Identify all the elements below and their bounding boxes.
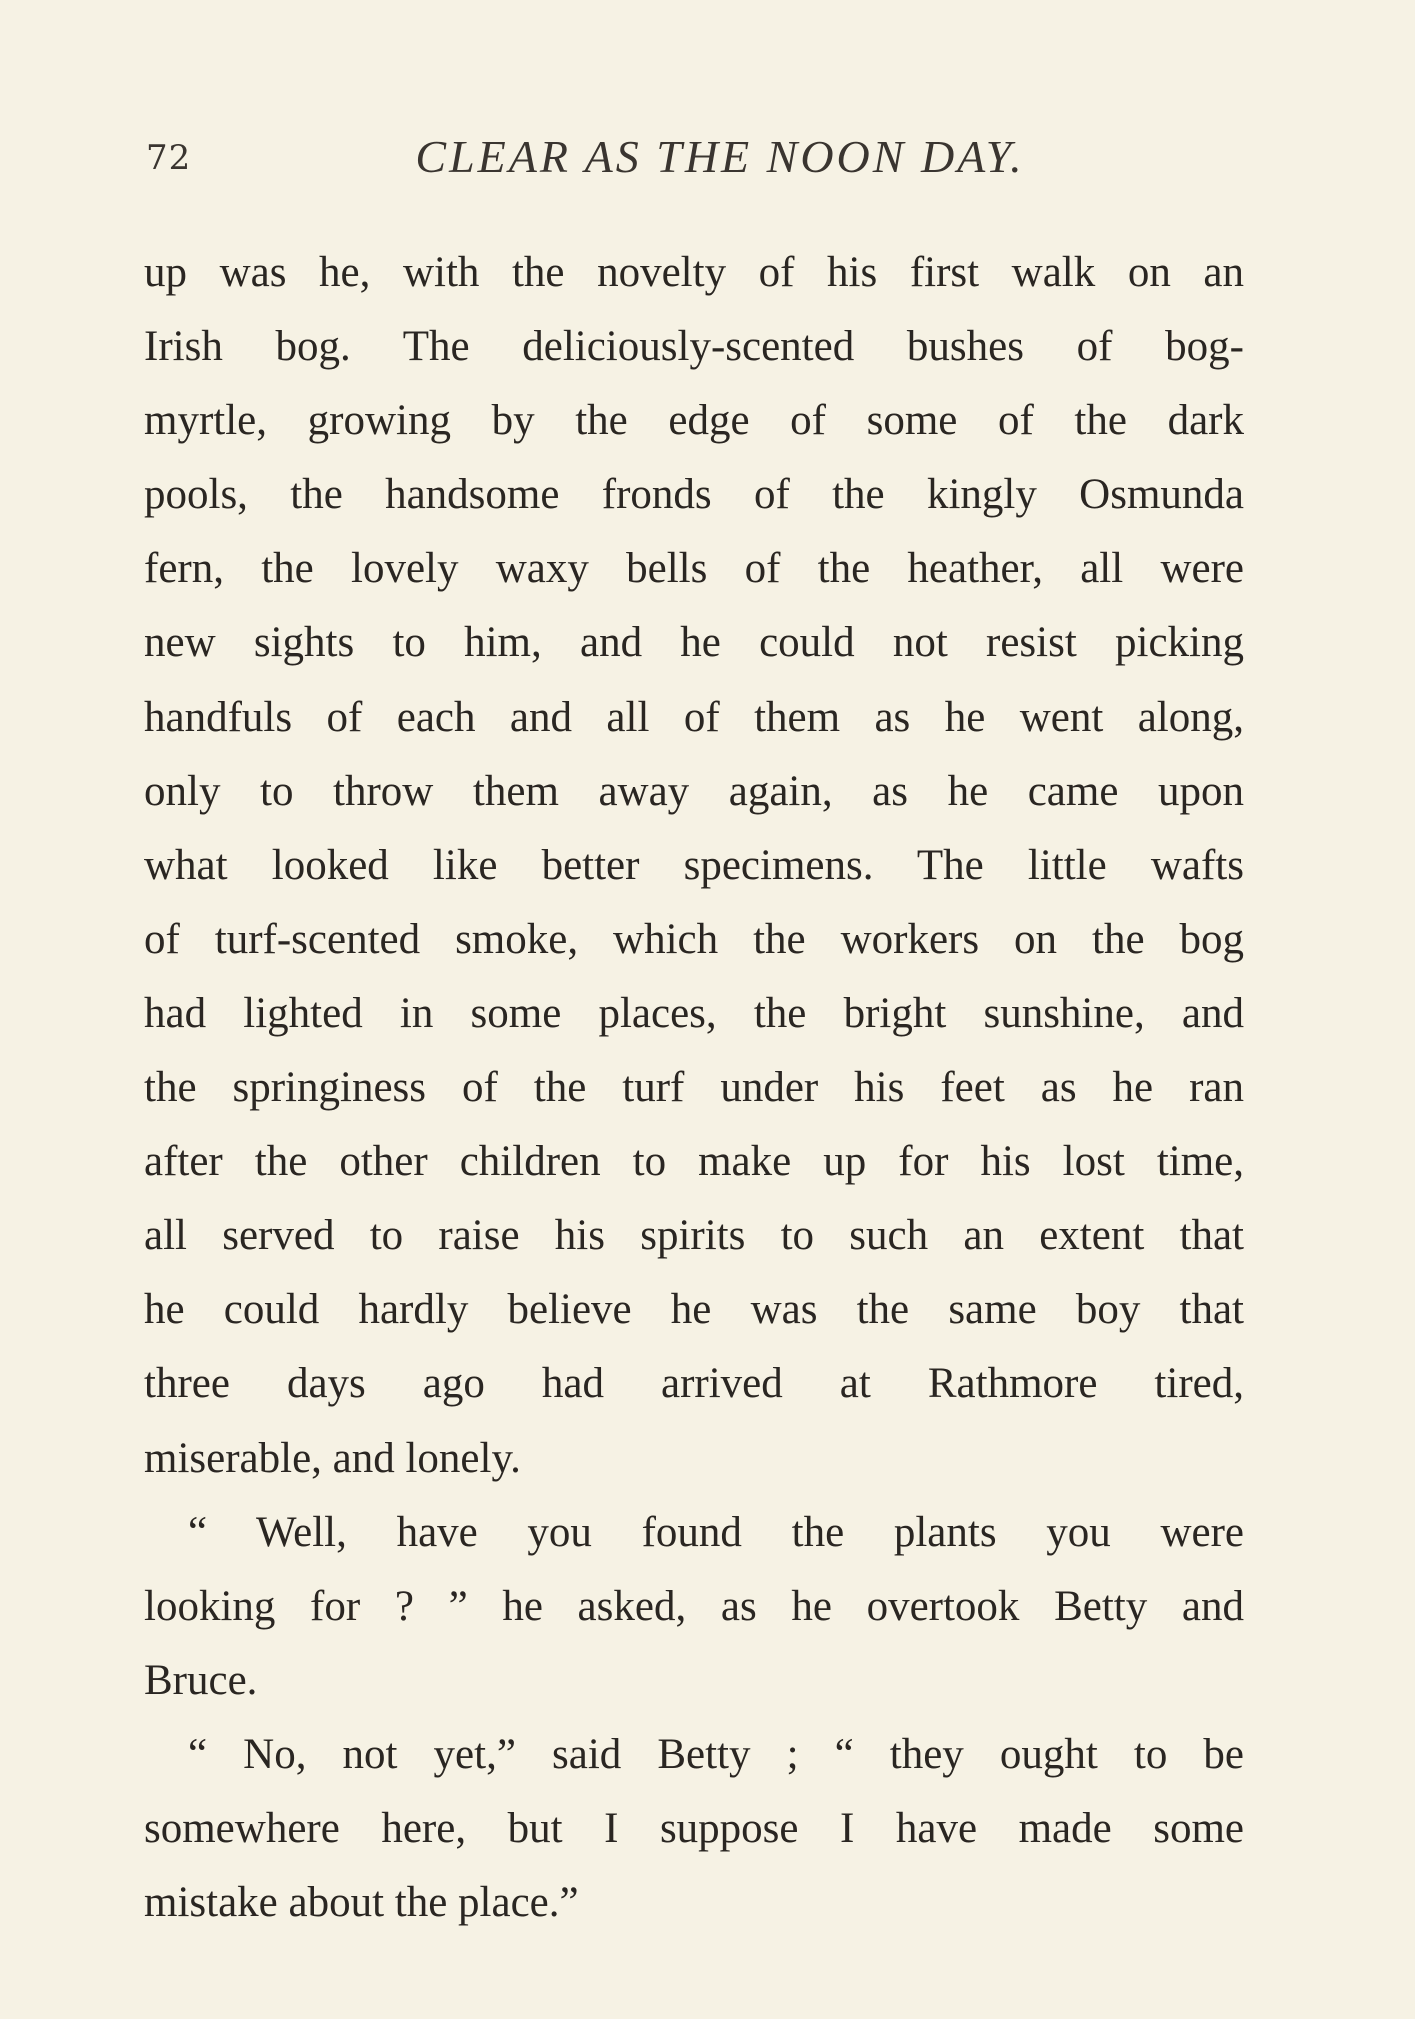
text-line: only to throw them away again, as he came upon [144,767,1244,815]
running-title: CLEAR AS THE NOON DAY. [415,131,1025,182]
text-line: handfuls of each and all of them as he went along, [144,693,1244,741]
text-line: he could hardly believe he was the same boy that [144,1286,1244,1334]
text-line: of turf-scented smoke, which the workers on the bog [144,915,1244,963]
text-line: after the other children to make up for his lost time, [144,1138,1244,1186]
text-line: miserable, and lonely. [144,1434,521,1482]
text-line: “ No, not yet,” said Betty ; “ they ought to be [188,1730,1244,1778]
text-line: Bruce. [144,1656,258,1704]
text-line: three days ago had arrived at Rathmore tired, [144,1360,1244,1408]
running-head [140,130,1260,190]
page-number: 72 [146,138,192,178]
text-line: up was he, with the novelty of his first walk on an [144,249,1244,296]
text-line: fern, the lovely waxy bells of the heather, all were [144,545,1244,593]
text-line: myrtle, growing by the edge of some of the dark [144,397,1244,445]
text-line: the springiness of the turf under his feet as he ran [144,1064,1244,1112]
text-line: had lighted in some places, the bright sunshine, and [144,989,1244,1037]
text-line: somewhere here, but I suppose I have made some [144,1804,1244,1852]
text-line: mistake about the place.” [144,1879,579,1927]
text-line: “ Well, have you found the plants you were [188,1508,1244,1556]
text-line: pools, the handsome fronds of the kingly Osmunda [144,471,1244,519]
text-line: Irish bog. The deliciously-scented bushes of bog- [144,323,1244,371]
text-line: all served to raise his spirits to such an extent that [144,1212,1244,1260]
body-text [144,236,1244,1940]
text-line: looking for ? ” he asked, as he overtook Betty and [144,1582,1244,1630]
text-line: new sights to him, and he could not resist picking [144,619,1244,667]
text-line: what looked like better specimens. The little wafts [144,841,1244,889]
